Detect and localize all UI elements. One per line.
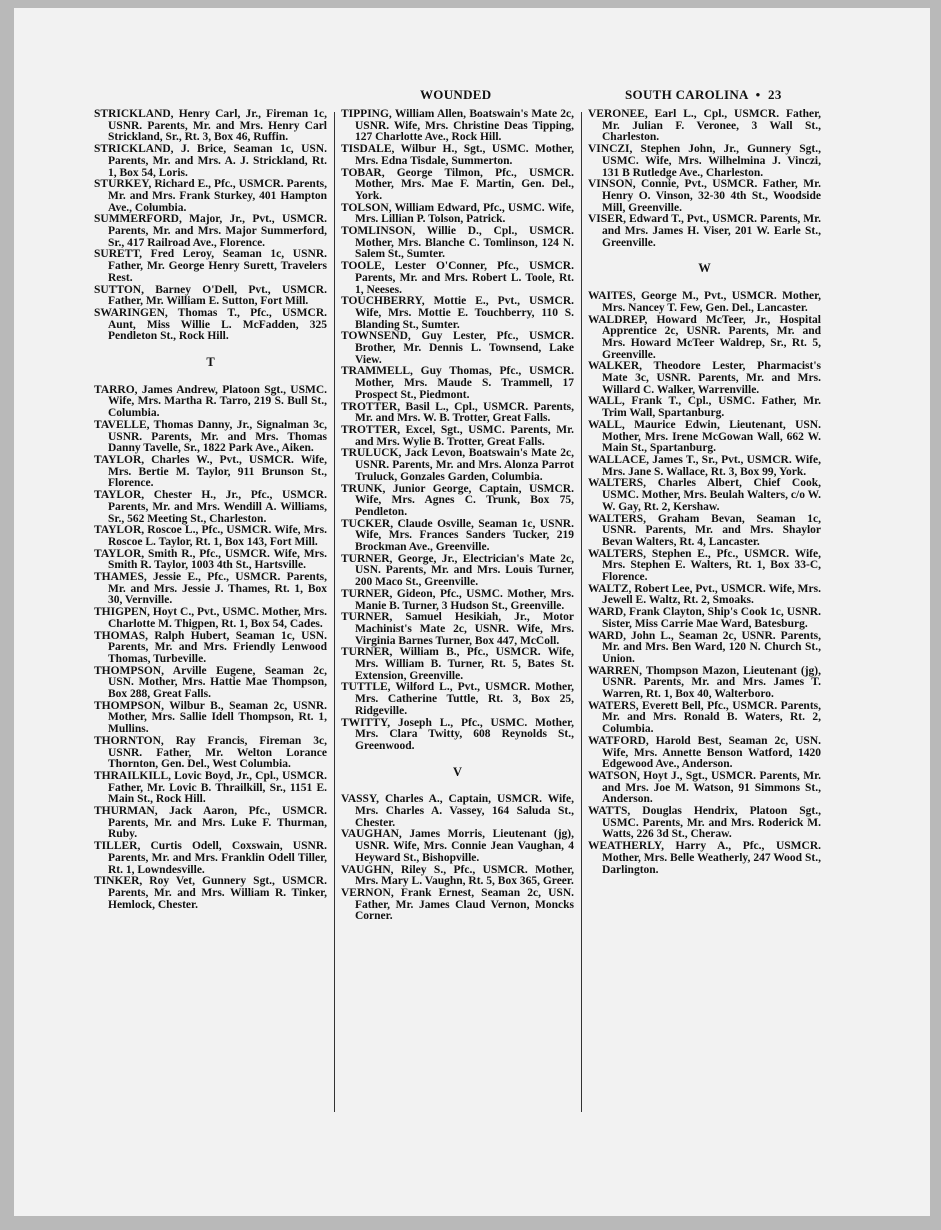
casualty-entry: VASSY, Charles A., Captain, USMCR. Wife, Mrs. Charles A. Vassey, 164 Saluda St., Chester. <box>341 793 574 829</box>
casualty-entry: THOMPSON, Wilbur B., Seaman 2c, USNR. Mother, Mrs. Sallie Idell Thompson, Rt. 1, Mullins. <box>94 699 327 736</box>
casualty-entry: VISER, Edward T., Pvt., USMCR. Parents, Mr. and Mrs. James H. Viser, 201 W. Earle St., Greenville. <box>588 213 821 249</box>
casualty-entry: SWARINGEN, Thomas T., Pfc., USMCR. Aunt, Miss Willie L. McFadden, 325 Pendleton St., Rock Hill. <box>94 306 327 343</box>
casualty-entry: THURMAN, Jack Aaron, Pfc., USMCR. Parents, Mr. and Mrs. Luke F. Thurman, Ruby. <box>94 805 327 841</box>
casualty-entry: VINSON, Connie, Pvt., USMCR. Father, Mr. Henry O. Vinson, 32-30 4th St., Woodside Mill, Greenville. <box>588 178 821 214</box>
state-name: SOUTH CAROLINA <box>625 87 749 102</box>
casualty-entry: TUTTLE, Wilford L., Pvt., USMCR. Mother, Mrs. Catherine Tuttle, Rt. 3, Box 25, Ridgeville. <box>341 681 574 717</box>
casualty-entry: TAYLOR, Chester H., Jr., Pfc., USMCR. Parents, Mr. and Mrs. Wendill A. Williams, Sr., 562 Meeting St., Charleston. <box>94 489 327 525</box>
casualty-entry: TURNER, Gideon, Pfc., USMC. Mother, Mrs. Manie B. Turner, 3 Hudson St., Greenville. <box>341 587 574 612</box>
casualty-entry: WATSON, Hoyt J., Sgt., USMCR. Parents, Mr. and Mrs. Joe M. Watson, 91 Simmons St., Anderson. <box>588 769 821 806</box>
casualty-entry: WALL, Maurice Edwin, Lieutenant, USN. Mother, Mrs. Irene McGowan Wall, 662 W. Main St., Spartanburg. <box>588 418 821 455</box>
column-2 <box>341 109 574 923</box>
casualty-entry: TURNER, Samuel Hesikiah, Jr., Motor Machinist's Mate 2c, USNR. Wife, Mrs. Virginia Barnes Turner, Box 447, McColl. <box>341 611 574 647</box>
casualty-entry: THRAILKILL, Lovic Boyd, Jr., Cpl., USMCR. Father, Mr. Lovic B. Thrailkill, Sr., 1151 E. Main St., Rock Hill. <box>94 769 327 806</box>
casualty-entry: WALTERS, Stephen E., Pfc., USMCR. Wife, Mrs. Stephen E. Walters, Rt. 1, Box 33-C, Florence. <box>588 547 821 584</box>
casualty-entry: WATFORD, Harold Best, Seaman 2c, USN. Wife, Mrs. Annette Benson Watford, 1420 Edgewood Ave., Anderson. <box>588 734 821 771</box>
casualty-entry: TAYLOR, Roscoe L., Pfc., USMCR. Wife, Mrs. Roscoe L. Taylor, Rt. 1, Box 143, Fort Mill. <box>94 524 327 548</box>
casualty-entry: TURNER, William B., Pfc., USMCR. Wife, Mrs. William B. Turner, Rt. 5, Bates St. Extension, Greenville. <box>341 646 574 682</box>
casualty-entry: TISDALE, Wilbur H., Sgt., USMC. Mother, Mrs. Edna Tisdale, Summerton. <box>341 143 574 167</box>
column-3 <box>588 109 821 876</box>
casualty-entry: TAYLOR, Charles W., Pvt., USMCR. Wife, Mrs. Bertie M. Taylor, 911 Brunson St., Florence. <box>94 453 327 490</box>
casualty-entry: WAITES, George M., Pvt., USMCR. Mother, Mrs. Nancey T. Few, Gen. Del., Lancaster. <box>588 290 821 314</box>
casualty-entry: WARREN, Thompson Mazon, Lieutenant (jg), USNR. Parents, Mr. and Mrs. James T. Warren, Rt. 1, Box 40, Walterboro. <box>588 664 821 701</box>
casualty-entry: WEATHERLY, Harry A., Pfc., USMCR. Mother, Mrs. Belle Weatherly, 247 Wood St., Darlington. <box>588 840 821 876</box>
page-sheet <box>14 8 930 1216</box>
casualty-entry: VAUGHN, Riley S., Pfc., USMCR. Mother, Mrs. Mary L. Vaughn, Rt. 5, Box 365, Greer. <box>341 863 574 888</box>
page-number: 23 <box>768 87 782 102</box>
casualty-entry: WALTERS, Charles Albert, Chief Cook, USMC. Mother, Mrs. Beulah Walters, c/o W. W. Gay, Rt. 2, Kershaw. <box>588 477 821 513</box>
section-title: WOUNDED <box>420 87 492 102</box>
casualty-entry: TOBAR, George Tilmon, Pfc., USMCR. Mother, Mrs. Mae F. Martin, Gen. Del., York. <box>341 166 574 202</box>
casualty-entry: WALTZ, Robert Lee, Pvt., USMCR. Wife, Mrs. Jewell E. Waltz, Rt. 2, Smoaks. <box>588 582 821 607</box>
casualty-entry: TAYLOR, Smith R., Pfc., USMCR. Wife, Mrs. Smith R. Taylor, 1003 4th St., Hartsville. <box>94 547 327 572</box>
casualty-entry: WALDREP, Howard McTeer, Jr., Hospital Apprentice 2c, USNR. Parents, Mr. and Mrs. Howard McTeer Waldrep, Sr., Rt. 5, Greenville. <box>588 313 821 361</box>
casualty-entry: TOMLINSON, Willie D., Cpl., USMCR. Mother, Mrs. Blanche C. Tomlinson, 124 N. Salem St., Sumter. <box>341 225 574 261</box>
casualty-entry: THOMAS, Ralph Hubert, Seaman 1c, USN. Parents, Mr. and Mrs. Friendly Lenwood Thomas, Turbeville. <box>94 629 327 665</box>
casualty-entry: TRULUCK, Jack Levon, Boatswain's Mate 2c, USNR. Parents, Mr. and Mrs. Alonza Parrot Truluck, Gonzales Garden, Columbia. <box>341 447 574 483</box>
casualty-entry: WATERS, Everett Bell, Pfc., USMCR. Parents, Mr. and Mrs. Ronald B. Waters, Rt. 2, Columbia. <box>588 699 821 736</box>
casualty-entry: TROTTER, Excel, Sgt., USMC. Parents, Mr. and Mrs. Wylie B. Trotter, Great Falls. <box>341 423 574 448</box>
section-heading: W <box>698 261 711 276</box>
casualty-entry: STURKEY, Richard E., Pfc., USMCR. Parents, Mr. and Mrs. Frank Sturkey, 401 Hampton Ave., Columbia. <box>94 178 327 214</box>
column-1 <box>94 109 327 911</box>
section-heading: T <box>206 355 215 370</box>
casualty-entry: TRAMMELL, Guy Thomas, Pfc., USMCR. Mother, Mrs. Maude S. Trammell, 17 Prospect St., Piedmont. <box>341 365 574 401</box>
casualty-entry: TIPPING, William Allen, Boatswain's Mate 2c, USNR. Wife, Mrs. Christine Deas Tipping, 127 Charlotte Ave., Rock Hill. <box>341 108 574 144</box>
casualty-entry: WALLACE, James T., Sr., Pvt., USMCR. Wife, Mrs. Jane S. Wallace, Rt. 3, Box 99, York. <box>588 453 821 478</box>
column-divider <box>581 112 582 1112</box>
casualty-entry: SURETT, Fred Leroy, Seaman 1c, USNR. Father, Mr. George Henry Surett, Travelers Rest. <box>94 248 327 284</box>
casualty-entry: WALKER, Theodore Lester, Pharmacist's Mate 3c, USNR. Parents, Mr. and Mrs. Willard C. Walker, Warrenville. <box>588 360 821 396</box>
section-heading: V <box>452 764 463 779</box>
casualty-entry: TINKER, Roy Vet, Gunnery Sgt., USMCR. Parents, Mr. and Mrs. William R. Tinker, Hemlock, Chester. <box>94 875 327 911</box>
casualty-entry: WALL, Frank T., Cpl., USMC. Father, Mr. Trim Wall, Spartanburg. <box>588 395 821 420</box>
casualty-entry: TRUNK, Junior George, Captain, USMCR. Wife, Mrs. Agnes C. Trunk, Box 75, Pendleton. <box>341 482 574 518</box>
casualty-entry: SUMMERFORD, Major, Jr., Pvt., USMCR. Parents, Mr. and Mrs. Major Summerford, Sr., 417 Railroad Ave., Florence. <box>94 213 327 249</box>
casualty-entry: TOUCHBERRY, Mottie E., Pvt., USMCR. Wife, Mrs. Mottie E. Touchberry, 110 S. Blanding St., Sumter. <box>341 295 574 331</box>
casualty-entry: WARD, John L., Seaman 2c, USNR. Parents, Mr. and Mrs. Ben Ward, 120 N. Church St., Union. <box>588 629 821 665</box>
casualty-entry: TUCKER, Claude Osville, Seaman 1c, USNR. Wife, Mrs. Frances Sanders Tucker, 219 Brockman Ave., Greenville. <box>341 517 574 554</box>
state-heading <box>625 87 782 103</box>
casualty-entry: TOOLE, Lester O'Conner, Pfc., USMCR. Parents, Mr. and Mrs. Robert L. Toole, Rt. 1, Neeses. <box>341 260 574 296</box>
casualty-entry: TOWNSEND, Guy Lester, Pfc., USMCR. Brother, Mr. Dennis L. Townsend, Lake View. <box>341 330 574 366</box>
casualty-entry: TARRO, James Andrew, Platoon Sgt., USMC. Wife, Mrs. Martha R. Tarro, 219 S. Bull St., Columbia. <box>94 383 327 420</box>
casualty-entry: VERONEE, Earl L., Cpl., USMCR. Father, Mr. Julian F. Veronee, 3 Wall St., Charleston. <box>588 108 821 144</box>
casualty-entry: WATTS, Douglas Hendrix, Platoon Sgt., USMC. Parents, Mr. and Mrs. Roderick M. Watts, 226 3d St., Cheraw. <box>588 805 821 841</box>
casualty-entry: TOLSON, William Edward, Pfc., USMC. Wife, Mrs. Lillian P. Tolson, Patrick. <box>341 201 574 226</box>
casualty-entry: TURNER, George, Jr., Electrician's Mate 2c, USN. Parents, Mr. and Mrs. Louis Turner, 200 Maco St., Greenville. <box>341 552 574 589</box>
casualty-entry: TROTTER, Basil L., Cpl., USMCR. Parents, Mr. and Mrs. W. B. Trotter, Great Falls. <box>341 400 574 425</box>
casualty-entry: WARD, Frank Clayton, Ship's Cook 1c, USNR. Sister, Miss Carrie Mae Ward, Batesburg. <box>588 606 821 630</box>
casualty-entry: VERNON, Frank Ernest, Seaman 2c, USN. Father, Mr. James Claud Vernon, Moncks Corner. <box>341 887 574 923</box>
casualty-entry: VAUGHAN, James Morris, Lieutenant (jg), USNR. Wife, Mrs. Connie Jean Vaughan, 4 Heyward St., Bishopville. <box>341 828 574 864</box>
casualty-entry: TILLER, Curtis Odell, Coxswain, USNR. Parents, Mr. and Mrs. Franklin Odell Tiller, Rt. 1, Lowndesville. <box>94 840 327 876</box>
casualty-entry: TWITTY, Joseph L., Pfc., USMC. Mother, Mrs. Clara Twitty, 608 Reynolds St., Greenwood. <box>341 716 574 752</box>
column-divider <box>334 112 335 1112</box>
casualty-entry: THIGPEN, Hoyt C., Pvt., USMC. Mother, Mrs. Charlotte M. Thigpen, Rt. 1, Box 54, Cades. <box>94 606 327 630</box>
casualty-entry: THORNTON, Ray Francis, Fireman 3c, USNR. Father, Mr. Welton Lorance Thornton, Gen. Del., West Columbia. <box>94 734 327 771</box>
casualty-entry: THOMPSON, Arville Eugene, Seaman 2c, USN. Mother, Mrs. Hattie Mae Thompson, Box 288, Great Falls. <box>94 664 327 701</box>
casualty-entry: STRICKLAND, Henry Carl, Jr., Fireman 1c, USNR. Parents, Mr. and Mrs. Henry Carl Strickland, Sr., Rt. 3, Box 46, Ruffin. <box>94 108 327 144</box>
casualty-entry: TAVELLE, Thomas Danny, Jr., Signalman 3c, USNR. Parents, Mr. and Mrs. Thomas Danny Tavelle, Sr., 1822 Park Ave., Aiken. <box>94 418 327 455</box>
header-bullet: • <box>755 87 761 102</box>
casualty-entry: SUTTON, Barney O'Dell, Pvt., USMCR. Father, Mr. William E. Sutton, Fort Mill. <box>94 283 327 308</box>
casualty-entry: STRICKLAND, J. Brice, Seaman 1c, USN. Parents, Mr. and Mrs. A. J. Strickland, Rt. 1, Box 54, Loris. <box>94 143 327 179</box>
casualty-entry: VINCZI, Stephen John, Jr., Gunnery Sgt., USMC. Wife, Mrs. Wilhelmina J. Vinczi, 131 B Rutledge Ave., Charleston. <box>588 143 821 179</box>
casualty-entry: WALTERS, Graham Bevan, Seaman 1c, USNR. Parents, Mr. and Mrs. Shaylor Bevan Walters, Rt. 4, Lancaster. <box>588 512 821 548</box>
casualty-entry: THAMES, Jessie E., Pfc., USMCR. Parents, Mr. and Mrs. Jessie J. Thames, Rt. 1, Box 30, Vernville. <box>94 571 327 607</box>
